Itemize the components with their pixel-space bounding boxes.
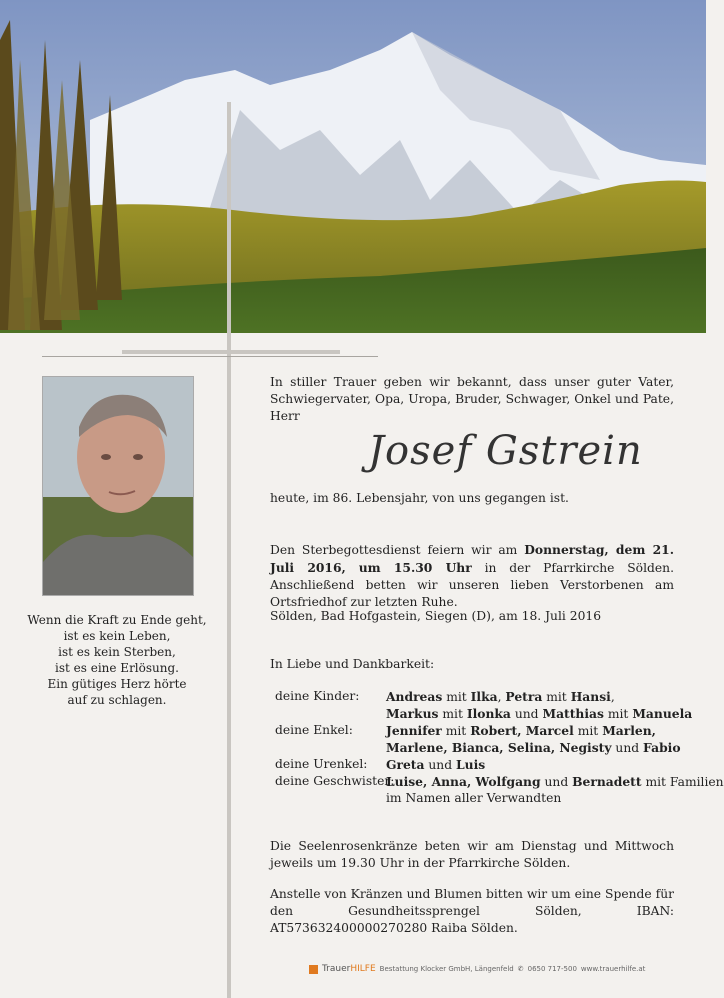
relatives-row-kinder-cont xyxy=(275,705,695,722)
poem-line: ist es kein Leben, xyxy=(63,629,171,643)
poem-line: auf zu schlagen. xyxy=(67,693,167,707)
relatives-names: Luise, Anna, Wolfgang und Bernadett mit Familien xyxy=(386,774,724,789)
hero-landscape-image xyxy=(0,0,706,333)
relatives-row-enkel xyxy=(275,722,695,739)
relatives-row-geschwister xyxy=(275,773,724,790)
cross-horizontal-bar xyxy=(122,350,340,354)
footer-company: Bestattung Klocker GmbH, Längenfeld xyxy=(379,965,514,973)
place-date: Sölden, Bad Hofgastein, Siegen (D), am 18. Juli 2016 xyxy=(270,609,602,623)
footer-web[interactable]: www.trauerhilfe.at xyxy=(580,965,646,973)
relatives-label: deine Geschwister: xyxy=(275,774,395,788)
memorial-poem xyxy=(18,612,216,708)
poem-line: Wenn die Kraft zu Ende geht, xyxy=(27,613,207,627)
relatives-label: deine Urenkel: xyxy=(275,757,368,771)
service-post: in der Pfarrkirche Sölden. Anschließend betten wir unseren lieben Verstorbenen am Ortsfriedhof zur letzten Ruhe. xyxy=(270,561,674,609)
mountain-landscape-illustration xyxy=(0,0,706,333)
service-date: Donnerstag, dem 21. Juli 2016, xyxy=(270,542,674,575)
footer-imprint xyxy=(309,964,645,974)
relatives-names: Andreas mit Ilka, Petra mit Hansi, xyxy=(386,689,615,704)
age-line: heute, im 86. Lebensjahr, von uns gegangen ist. xyxy=(270,491,569,505)
deceased-name: Josef Gstrein xyxy=(368,428,643,474)
relatives-row-urenkel xyxy=(275,756,695,773)
relatives-label: deine Kinder: xyxy=(275,689,360,703)
relatives-verwandte: im Namen aller Verwandten xyxy=(386,791,562,805)
service-text xyxy=(270,541,674,611)
service-pre: Den Sterbegottesdienst feiern wir am xyxy=(270,543,525,557)
poem-line: ist es eine Erlösung. xyxy=(55,661,179,675)
relatives-row-verwandte xyxy=(275,790,695,807)
footer-phone: 0650 717-500 xyxy=(527,965,577,973)
poem-line: ist es kein Sterben, xyxy=(58,645,176,659)
relatives-names: Greta und Luis xyxy=(386,757,486,772)
donation-text: Anstelle von Kränzen und Blumen bitten wir um eine Spende für den Gesundheitssprengel Sölden, IBAN: AT573632400000270280 Raiba Sölden. xyxy=(270,887,674,935)
intro-text: In stiller Trauer geben wir bekannt, dass unser guter Vater, Schwiegervater, Opa, Uropa, Bruder, Schwager, Onkel und Pate, Herr xyxy=(270,375,674,423)
relatives-list xyxy=(275,688,724,807)
relatives-names: Marlene, Bianca, Selina, Negisty und Fabio xyxy=(386,740,681,755)
relatives-row-enkel-cont xyxy=(275,739,695,756)
love-line: In Liebe und Dankbarkeit: xyxy=(270,657,435,671)
service-time: um 15.30 Uhr xyxy=(358,560,472,575)
relatives-names: Jennifer mit Robert, Marcel mit Marlen, xyxy=(386,723,656,738)
relatives-row-kinder xyxy=(275,688,695,705)
cross-vertical-bar xyxy=(227,102,231,998)
portrait-illustration xyxy=(43,377,193,595)
brand-name: TrauerHILFE xyxy=(322,964,376,974)
portrait-photo xyxy=(42,376,194,596)
divider-line xyxy=(42,356,378,357)
relatives-label: deine Enkel: xyxy=(275,723,353,737)
relatives-names: Markus mit Ilonka und Matthias mit Manuela xyxy=(386,706,693,721)
rosary-text: Die Seelenrosenkränze beten wir am Dienstag und Mittwoch jeweils um 19.30 Uhr in der Pfarrkirche Sölden. xyxy=(270,839,674,870)
trauerhilfe-logo-icon xyxy=(309,965,318,974)
poem-line: Ein gütiges Herz hörte xyxy=(47,677,187,691)
phone-icon: ✆ xyxy=(517,965,524,973)
